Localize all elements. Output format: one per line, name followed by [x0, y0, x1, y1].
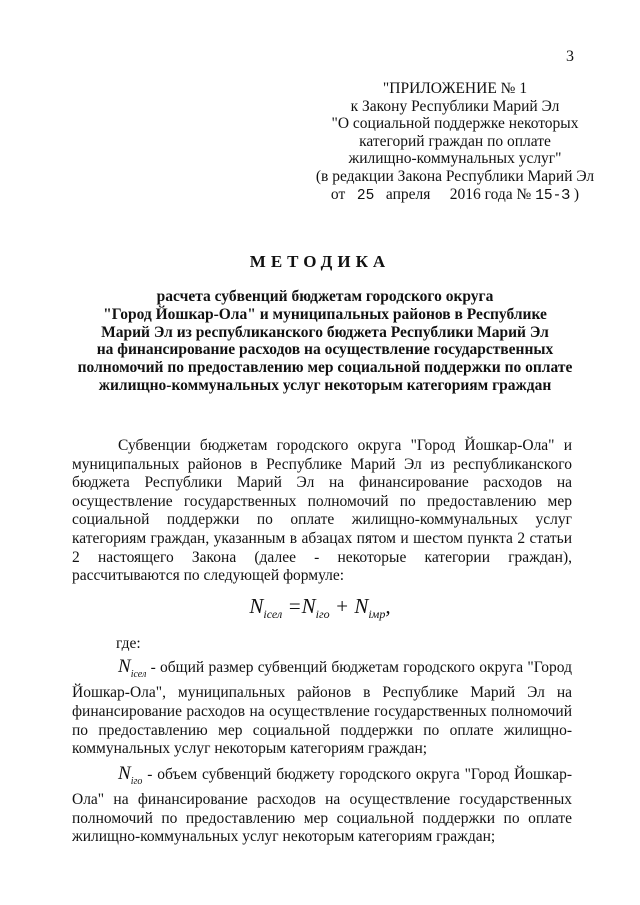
formula-lhs-sub: iсел — [263, 607, 283, 622]
formula-eq: = — [282, 594, 302, 618]
appendix-line: "О социальной поддержке некоторых — [331, 115, 579, 133]
formula-term2-sub: iмр — [368, 607, 386, 622]
subtitle-line: на финансирование расходов на осуществление государственных — [96, 341, 554, 359]
date-year: 2016 года № — [449, 185, 532, 203]
formula-lhs: N — [249, 594, 264, 618]
law-number: 15-З — [535, 187, 571, 204]
page-number: 3 — [566, 48, 574, 65]
intro-paragraph — [72, 437, 572, 586]
formula-term2: N — [354, 594, 369, 618]
definition-symbol — [118, 656, 147, 680]
definition-symbol — [118, 762, 143, 787]
subtitle-line: Марий Эл из республиканского бюджета Республики Марий Эл — [101, 323, 549, 341]
appendix-line: жилищно-коммунальных услуг" — [348, 150, 562, 168]
date-month: апреля — [385, 185, 431, 203]
definition-item — [72, 762, 572, 847]
intro-text: Субвенции бюджетам городского округа "Город Йошкар-Ола" и муниципальных районов в Республике Марий Эл из республиканского бюджета Республики Марий Эл на финансирование расходов на осуществление государственных полномочий по предоставлению мер социальной поддержки по оплате жилищно-коммунальных услуг категориям граждан, указанным в абзацах пятом и шестом пункта 2 статьи 2 настоящего Закона (далее - некоторые категории граждан), рассчитываются по следующей формуле: — [72, 437, 572, 585]
formula-tail: , — [385, 594, 391, 618]
symbol-sub: iсел — [130, 668, 147, 680]
subvention-formula — [0, 594, 640, 622]
definition-text: - общий размер субвенций бюджетам городского округа "Город Йошкар-Ола", муниципальных районов в Республике Марий Эл на финансирование расходов на осуществление государственных полномочий по предоставлению мер социальной поддержки по оплате жилищно-коммунальных услуг некоторым категориям граждан; — [72, 659, 572, 758]
appendix-header — [290, 80, 620, 205]
appendix-line: к Закону Республики Марий Эл — [350, 97, 560, 115]
appendix-line: "ПРИЛОЖЕНИЕ № 1 — [382, 80, 528, 97]
date-day: 25 — [356, 187, 375, 204]
definition-item — [72, 658, 572, 759]
formula-term1-sub: iго — [315, 607, 330, 622]
appendix-line: (в редакции Закона Республики Марий Эл — [315, 167, 595, 185]
date-close: ) — [573, 185, 580, 203]
symbol-letter: N — [118, 656, 131, 677]
document-subtitle — [60, 288, 590, 395]
formula-plus: + — [329, 594, 355, 618]
symbol-sub: iго — [130, 775, 143, 787]
symbol-letter: N — [118, 762, 131, 784]
definition-text: - объем субвенций бюджету городского округа "Город Йошкар-Ола" на финансирование расходов на осуществление государственных полномочий по предоставлению мер социальной поддержки по оплате жилищно-коммунальных услуг некоторым категориям граждан; — [72, 765, 572, 846]
intro-block — [72, 437, 572, 586]
amendment-date-line — [290, 186, 620, 206]
where-label: где: — [116, 635, 141, 652]
subtitle-line: полномочий по предоставлению мер социальной поддержки по оплате — [77, 359, 573, 377]
document-title: МЕТОДИКА — [249, 252, 391, 271]
formula-term1: N — [301, 594, 316, 618]
subtitle-line: "Город Йошкар-Ола" и муниципальных районов в Республике — [103, 305, 547, 323]
subtitle-line: расчета субвенций бюджетам городского округа — [156, 288, 494, 305]
definitions-block — [72, 658, 572, 847]
subtitle-line: жилищно-коммунальных услуг некоторым категориям граждан — [98, 376, 552, 394]
date-from: от — [330, 185, 346, 203]
appendix-line: категорий граждан по оплате — [359, 132, 551, 150]
